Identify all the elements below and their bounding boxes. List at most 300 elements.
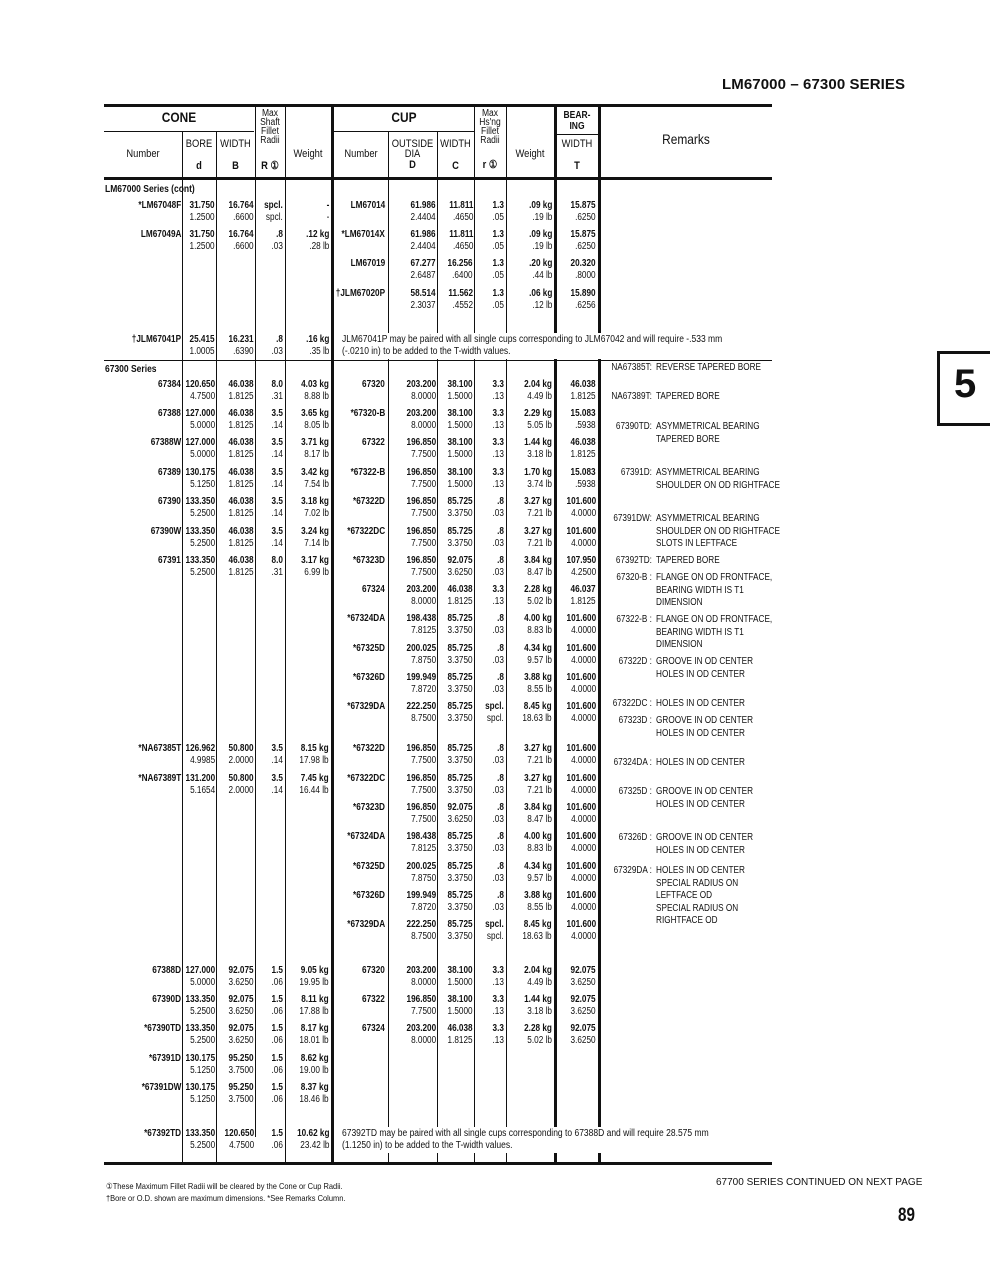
metric-value: 198.438 — [406, 831, 436, 842]
metric-value: 101.600 — [566, 672, 596, 683]
remark-line: SPECIAL RADIUS ON — [656, 902, 739, 914]
metric-value: 38.100 — [447, 408, 473, 419]
metric-value: 9.05 kg — [301, 965, 329, 976]
remark-line: TAPERED BORE — [656, 433, 720, 445]
cone-width-cell — [229, 408, 254, 432]
table-row — [104, 1053, 772, 1081]
remark-line: HOLES IN OD CENTER — [656, 798, 745, 810]
cone-width-symbol: B — [232, 160, 239, 172]
metric-value: 85.725 — [447, 743, 473, 754]
remark-item — [606, 757, 745, 770]
housing-fillet-cell — [493, 643, 504, 667]
housing-fillet-cell — [493, 890, 504, 914]
metric-value: 95.250 — [228, 1053, 254, 1064]
imperial-value: 8.83 lb — [527, 843, 552, 854]
shaft-fillet-cell — [272, 1053, 283, 1077]
imperial-value: .28 lb — [308, 241, 329, 252]
section-label-lm67000: LM67000 Series (cont) — [105, 184, 195, 195]
cone-group-header: CONE — [161, 109, 197, 125]
bearing-width-symbol: T — [574, 160, 580, 172]
metric-value: 101.600 — [566, 613, 596, 624]
bearing-width-cell — [571, 1023, 596, 1047]
cup-weight-cell — [524, 890, 552, 914]
cup-width-cell — [448, 555, 473, 579]
imperial-value: 7.7500 — [410, 785, 436, 796]
imperial-value: .03 — [492, 785, 504, 796]
metric-value: 101.600 — [566, 643, 596, 654]
metric-value: 199.949 — [406, 890, 436, 901]
shaft-fillet-cell — [272, 1128, 283, 1152]
cone-width-cell — [229, 555, 254, 579]
remark-line: SPECIAL RADIUS ON — [656, 877, 739, 889]
cup-weight-cell — [524, 379, 552, 403]
cone-width-cell — [229, 200, 254, 224]
cone-number: *67390TD — [144, 1023, 181, 1034]
metric-value: 2.28 kg — [524, 584, 552, 595]
cup-number: *67323D — [353, 555, 385, 566]
remark-part-number: 67326D : — [618, 832, 652, 843]
cone-width-cell — [229, 994, 254, 1018]
shaft-fillet-cell — [272, 555, 283, 579]
cup-number: *67322DC — [347, 526, 385, 537]
metric-value: 16.256 — [447, 258, 473, 269]
imperial-value: 7.7500 — [410, 755, 436, 766]
imperial-value: 8.7500 — [410, 931, 436, 942]
imperial-value: 1.8125 — [228, 420, 254, 431]
metric-value: 85.725 — [447, 613, 473, 624]
imperial-value: 4.2500 — [570, 567, 596, 578]
remark-line: LEFTFACE OD — [656, 890, 713, 901]
remark-line: GROOVE IN OD CENTER — [656, 715, 754, 726]
cone-width-cell — [229, 526, 254, 550]
imperial-value: .13 — [492, 1035, 504, 1046]
imperial-value: 5.05 lb — [527, 420, 552, 431]
bearing-width-cell — [571, 288, 596, 312]
cup-weight-cell — [524, 773, 552, 797]
metric-value: 3.5 — [271, 496, 283, 507]
cone-number: 67389 — [158, 467, 181, 478]
metric-value: 203.200 — [406, 408, 436, 419]
table-row — [104, 994, 772, 1022]
imperial-value: 18.46 lb — [299, 1094, 329, 1105]
imperial-value: .03 — [492, 567, 504, 578]
series-title: LM67000 – 67300 SERIES — [722, 76, 906, 93]
imperial-value: 1.2500 — [189, 212, 215, 223]
imperial-value: 2.4404 — [410, 241, 436, 252]
imperial-value: .06 — [271, 1140, 283, 1151]
metric-value: .8 — [497, 743, 504, 754]
housing-fillet-cell — [493, 965, 504, 989]
cup-number-header: Number — [344, 148, 378, 160]
cup-weight-cell — [524, 467, 552, 491]
imperial-value: 23.42 lb — [299, 1140, 329, 1151]
imperial-value: 4.49 lb — [527, 391, 552, 402]
metric-value: 92.075 — [570, 1023, 596, 1034]
imperial-value: 4.0000 — [570, 785, 596, 796]
bore-cell — [185, 408, 215, 432]
outside-dia-cell — [406, 408, 436, 432]
metric-value: 1.5 — [271, 1053, 283, 1064]
bearing-width-cell — [566, 672, 596, 696]
bearing-width-cell — [566, 743, 596, 767]
footnote-fillet: ①These Maximum Fillet Radii will be cleared by the Cone or Cup Radii. — [106, 1181, 343, 1191]
metric-value: 196.850 — [406, 994, 436, 1005]
outside-dia-cell — [406, 613, 436, 637]
metric-value: 130.175 — [185, 1082, 215, 1093]
imperial-value: 5.2500 — [189, 1006, 215, 1017]
cone-weight-header: Weight — [293, 148, 323, 160]
section-tab — [937, 351, 990, 426]
imperial-value: 4.9985 — [189, 755, 215, 766]
outside-dia-cell — [411, 288, 436, 312]
footnotes — [106, 1180, 345, 1204]
shaft-fillet-cell — [272, 229, 283, 253]
imperial-value: 2.6487 — [410, 270, 436, 281]
imperial-value: 17.98 lb — [299, 755, 329, 766]
metric-value: 25.415 — [189, 334, 215, 345]
imperial-value: 5.2500 — [189, 508, 215, 519]
metric-value: .8 — [497, 496, 504, 507]
metric-value: 126.962 — [185, 743, 215, 754]
imperial-value: .4650 — [452, 241, 473, 252]
imperial-value: 18.63 lb — [522, 931, 552, 942]
metric-value: 133.350 — [185, 994, 215, 1005]
bearing-width-cell — [566, 613, 596, 637]
metric-value: 1.5 — [271, 1023, 283, 1034]
imperial-value: .05 — [492, 270, 504, 281]
shaft-fillet-symbol: R ① — [261, 160, 279, 172]
imperial-value: .5938 — [575, 479, 596, 490]
metric-value: 85.725 — [447, 672, 473, 683]
cup-weight-cell — [524, 526, 552, 550]
metric-value: 8.45 kg — [524, 919, 552, 930]
metric-value: 101.600 — [566, 773, 596, 784]
imperial-value: .35 lb — [308, 346, 329, 357]
metric-value: 2.04 kg — [524, 965, 552, 976]
imperial-value: .03 — [492, 625, 504, 636]
metric-value: 101.600 — [566, 701, 596, 712]
imperial-value: .06 — [271, 1065, 283, 1076]
housing-fillet-cell — [493, 288, 504, 312]
metric-value: 8.62 kg — [301, 1053, 329, 1064]
imperial-value: 3.3750 — [447, 902, 473, 913]
outside-dia-cell — [406, 802, 436, 826]
cup-number: *67325D — [353, 861, 385, 872]
imperial-value: 5.1654 — [189, 785, 215, 796]
metric-value: 58.514 — [410, 288, 436, 299]
cup-width-cell — [448, 526, 473, 550]
remark-line: REVERSE TAPERED BORE — [656, 362, 761, 373]
metric-value: 46.038 — [228, 467, 254, 478]
remark-item — [606, 832, 753, 857]
metric-value: 92.075 — [447, 802, 473, 813]
imperial-value: 4.0000 — [570, 931, 596, 942]
outside-dia-cell — [406, 861, 436, 885]
imperial-value: .13 — [492, 977, 504, 988]
metric-value: .8 — [497, 890, 504, 901]
cup-weight-cell — [524, 965, 552, 989]
remark-line: SLOTS IN LEFTFACE — [656, 538, 738, 549]
bearing-width-cell — [571, 437, 596, 461]
remark-line: BEARING WIDTH IS T1 — [656, 584, 744, 596]
imperial-value: 8.7500 — [410, 713, 436, 724]
metric-value: 16.231 — [228, 334, 254, 345]
imperial-value: 18.01 lb — [299, 1035, 329, 1046]
metric-value: .09 kg — [528, 229, 552, 240]
imperial-value: .31 — [271, 391, 283, 402]
remark-text — [656, 421, 760, 446]
metric-value: 38.100 — [447, 994, 473, 1005]
imperial-value: 3.3750 — [447, 931, 473, 942]
metric-value: 95.250 — [228, 1082, 254, 1093]
remark-line: BEARING WIDTH IS T1 — [656, 626, 744, 638]
cone-weight-cell — [300, 994, 329, 1018]
imperial-value: 1.0005 — [189, 346, 215, 357]
remark-line: TAPERED BORE — [656, 555, 720, 566]
cone-number: *67392TD — [144, 1128, 181, 1139]
imperial-value: .13 — [492, 391, 504, 402]
metric-value: 3.27 kg — [524, 526, 552, 537]
outside-dia-cell — [406, 743, 436, 767]
housing-fillet-cell — [493, 613, 504, 637]
metric-value: 46.038 — [570, 437, 596, 448]
cone-width-header: WIDTH — [220, 138, 251, 150]
remark-item — [606, 614, 772, 652]
imperial-value: 3.3750 — [447, 785, 473, 796]
remark-part-number: NA67389T: — [611, 391, 652, 402]
metric-value: 133.350 — [185, 1128, 215, 1139]
remark-part-number: 67325D : — [618, 786, 652, 797]
imperial-value: .14 — [271, 785, 283, 796]
outside-dia-cell — [406, 831, 436, 855]
imperial-value: 17.88 lb — [299, 1006, 329, 1017]
cup-weight-cell — [529, 229, 552, 253]
metric-value: 203.200 — [406, 1023, 436, 1034]
metric-value: 1.44 kg — [524, 437, 552, 448]
metric-value: 120.650 — [224, 1128, 254, 1139]
imperial-value: 4.0000 — [570, 814, 596, 825]
housing-fillet-cell — [493, 526, 504, 550]
imperial-value: .13 — [492, 479, 504, 490]
metric-value: 127.000 — [185, 408, 215, 419]
metric-value: 61.986 — [410, 200, 436, 211]
imperial-value: 2.0000 — [228, 755, 254, 766]
metric-value: 4.00 kg — [524, 613, 552, 624]
metric-value: 3.71 kg — [301, 437, 329, 448]
cone-number: 67388W — [150, 437, 181, 448]
metric-value: 7.45 kg — [301, 773, 329, 784]
bore-cell — [185, 994, 215, 1018]
metric-value: 196.850 — [406, 526, 436, 537]
cup-weight-cell — [524, 584, 552, 608]
section-number: 5 — [954, 362, 977, 406]
outside-dia-cell — [406, 437, 436, 461]
cup-number: *67324DA — [347, 831, 385, 842]
metric-value: 196.850 — [406, 555, 436, 566]
metric-value: 3.88 kg — [524, 890, 552, 901]
imperial-value: .05 — [492, 212, 504, 223]
bore-cell — [185, 467, 215, 491]
bore-cell — [185, 526, 215, 550]
metric-value: 133.350 — [185, 526, 215, 537]
metric-value: 130.175 — [185, 1053, 215, 1064]
cone-width-cell — [229, 496, 254, 520]
imperial-value: 3.3750 — [447, 843, 473, 854]
remark-text — [656, 513, 780, 551]
imperial-value: 1.8125 — [447, 596, 473, 607]
imperial-value: .6600 — [233, 212, 254, 223]
imperial-value: 8.0000 — [410, 977, 436, 988]
outside-dia-cell — [411, 200, 436, 224]
metric-value: 11.811 — [448, 200, 473, 211]
housing-fillet-cell — [493, 229, 504, 253]
imperial-value: 7.7500 — [410, 508, 436, 519]
imperial-value: 8.55 lb — [527, 684, 552, 695]
bearing-width-cell — [571, 408, 596, 432]
outside-dia-header: OUTSIDE DIA — [391, 138, 434, 160]
metric-value: .8 — [497, 672, 504, 683]
shaft-fillet-cell — [272, 1082, 283, 1106]
cup-width-cell — [448, 408, 473, 432]
imperial-value: 3.6250 — [447, 814, 473, 825]
imperial-value: .14 — [271, 755, 283, 766]
remark-item — [606, 421, 760, 446]
imperial-value: .13 — [492, 1006, 504, 1017]
cone-number: 67384 — [158, 379, 181, 390]
imperial-value: .4552 — [452, 300, 473, 311]
imperial-value: 5.1250 — [189, 479, 215, 490]
metric-value: 3.5 — [271, 773, 283, 784]
imperial-value: 3.6250 — [228, 1006, 254, 1017]
bore-cell — [185, 496, 215, 520]
imperial-value: 7.21 lb — [527, 508, 552, 519]
cup-number: *67326D — [353, 672, 385, 683]
metric-value: 46.038 — [228, 555, 254, 566]
cone-weight-cell — [326, 200, 329, 224]
metric-value: 8.0 — [271, 555, 283, 566]
imperial-value: 4.0000 — [570, 843, 596, 854]
housing-fillet-header: Max Hs'ng Fillet Radii — [479, 108, 501, 146]
metric-value: 92.075 — [228, 994, 254, 1005]
cup-number: LM67014 — [350, 200, 385, 211]
imperial-value: 8.88 lb — [304, 391, 329, 402]
imperial-value: .06 — [271, 1094, 283, 1105]
cup-weight-cell — [524, 831, 552, 855]
imperial-value: .31 — [271, 567, 283, 578]
cup-number: *67322D — [353, 743, 385, 754]
metric-value: 203.200 — [406, 584, 436, 595]
remark-item — [606, 572, 772, 610]
cup-weight-cell — [529, 258, 552, 282]
remark-line: HOLES IN OD CENTER — [656, 844, 745, 856]
cup-weight-cell — [524, 496, 552, 520]
table-row — [104, 288, 772, 316]
housing-fillet-cell — [493, 408, 504, 432]
imperial-value: 3.3750 — [447, 625, 473, 636]
cone-width-cell — [229, 1082, 254, 1106]
imperial-value: 7.7500 — [410, 814, 436, 825]
remark-line: GROOVE IN OD CENTER — [656, 656, 754, 667]
cone-number: *NA67385T — [138, 743, 181, 754]
bore-cell — [185, 1053, 215, 1077]
metric-value: spcl. — [264, 200, 283, 211]
metric-value: 3.3 — [492, 994, 504, 1005]
imperial-value: .14 — [271, 449, 283, 460]
outside-dia-cell — [406, 643, 436, 667]
remark-item — [606, 715, 753, 740]
metric-value: 8.15 kg — [301, 743, 329, 754]
imperial-value: 1.5000 — [447, 391, 473, 402]
imperial-value: 2.0000 — [228, 785, 254, 796]
metric-value: 131.200 — [185, 773, 215, 784]
metric-value: 85.725 — [447, 861, 473, 872]
remark-line: DIMENSION — [656, 639, 703, 650]
cone-number-header: Number — [126, 148, 160, 160]
cup-weight-cell — [524, 994, 552, 1018]
cup-number: 67324 — [362, 584, 385, 595]
cup-width-cell — [448, 861, 473, 885]
metric-value: 1.70 kg — [524, 467, 552, 478]
imperial-value: .06 — [271, 1006, 283, 1017]
housing-fillet-cell — [493, 555, 504, 579]
metric-value: 130.175 — [185, 467, 215, 478]
cup-width-cell — [448, 643, 473, 667]
imperial-value: .6250 — [575, 241, 596, 252]
bearing-width-cell — [566, 861, 596, 885]
bearing-width-cell — [566, 643, 596, 667]
shaft-fillet-cell — [272, 334, 283, 358]
metric-value: 198.438 — [406, 613, 436, 624]
imperial-value: .06 — [271, 977, 283, 988]
outside-dia-cell — [406, 526, 436, 550]
cone-width-cell — [229, 334, 254, 358]
housing-fillet-cell — [493, 584, 504, 608]
housing-fillet-cell — [493, 379, 504, 403]
imperial-value: .6600 — [233, 241, 254, 252]
remark-line: ASYMMETRICAL BEARING — [656, 467, 760, 478]
metric-value: 127.000 — [185, 437, 215, 448]
metric-value: 3.84 kg — [524, 802, 552, 813]
bore-cell — [185, 1082, 215, 1106]
imperial-value: 1.8125 — [570, 449, 596, 460]
metric-value: 50.800 — [228, 743, 254, 754]
cone-weight-cell — [300, 773, 329, 797]
imperial-value: 3.7500 — [228, 1065, 254, 1076]
metric-value: 4.03 kg — [301, 379, 329, 390]
footnote-max-dims: †Bore or O.D. shown are maximum dimensions. *See Remarks Column. — [106, 1193, 346, 1203]
imperial-value: .19 lb — [531, 241, 552, 252]
imperial-value: 8.0000 — [410, 420, 436, 431]
metric-value: 11.811 — [448, 229, 473, 240]
remark-part-number: 67322DC : — [612, 698, 652, 709]
cup-weight-cell — [524, 613, 552, 637]
remark-item — [606, 786, 753, 811]
imperial-value: 3.6250 — [228, 977, 254, 988]
metric-value: 1.5 — [271, 1082, 283, 1093]
metric-value: .8 — [497, 773, 504, 784]
metric-value: 85.725 — [447, 773, 473, 784]
bore-cell — [185, 1023, 215, 1047]
metric-value: 1.3 — [492, 288, 504, 299]
imperial-value: .03 — [492, 843, 504, 854]
imperial-value: .03 — [492, 902, 504, 913]
metric-value: 92.075 — [570, 994, 596, 1005]
metric-value: spcl. — [485, 919, 504, 930]
metric-value: 196.850 — [406, 773, 436, 784]
housing-fillet-cell — [493, 1023, 504, 1047]
cup-weight-cell — [524, 861, 552, 885]
outside-dia-cell — [406, 467, 436, 491]
